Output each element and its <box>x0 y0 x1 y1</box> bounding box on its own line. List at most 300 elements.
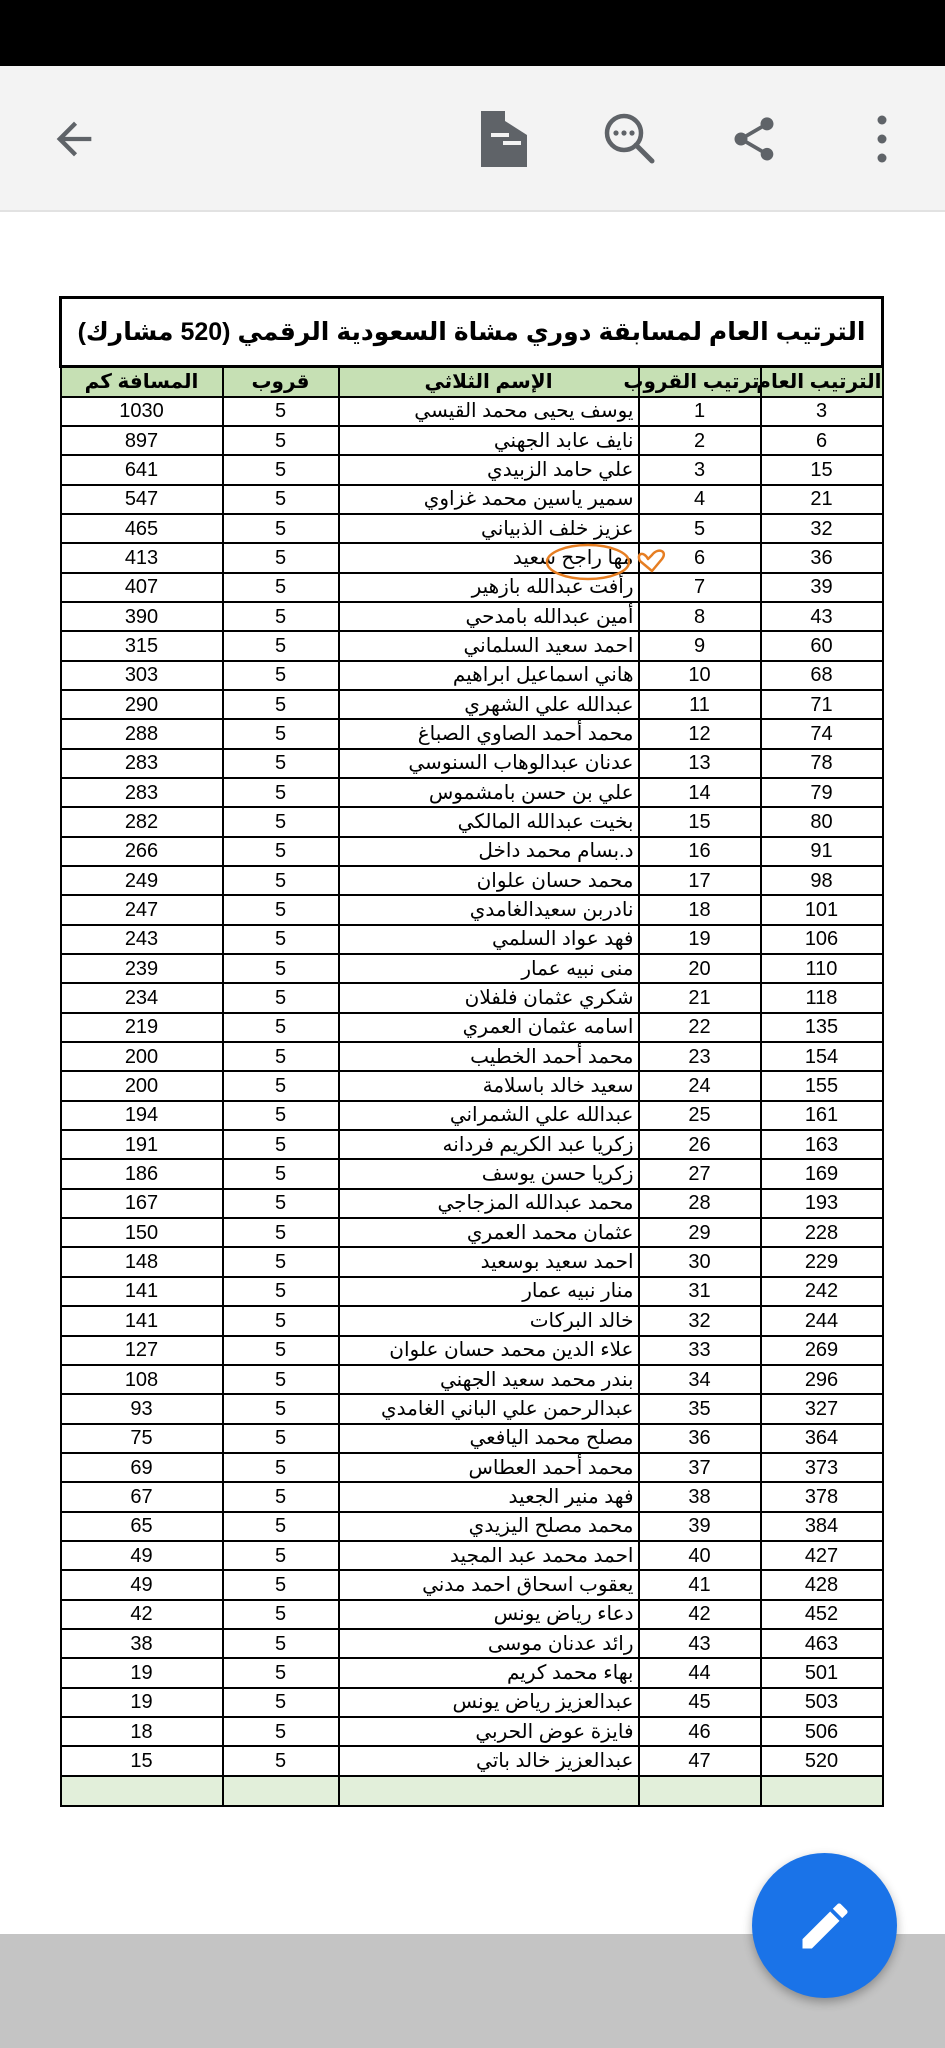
cell-name: محمد أحمد العطاس <box>339 1453 639 1482</box>
cell-name: محمد مصلح اليزيدي <box>339 1512 639 1541</box>
cell-distance: 897 <box>61 426 223 455</box>
cell-group: 5 <box>223 1629 339 1658</box>
cell-name: عبدالعزيز خالد باتي <box>339 1746 639 1775</box>
cell-name: دعاء رياض يونس <box>339 1600 639 1629</box>
cell-group: 5 <box>223 1130 339 1159</box>
cell-overall-rank: 169 <box>761 1159 883 1188</box>
cell-group: 5 <box>223 1541 339 1570</box>
ranking-table <box>59 296 884 1807</box>
cell-distance: 266 <box>61 837 223 866</box>
cell-group-rank: 22 <box>639 1013 761 1042</box>
table-row <box>61 749 883 778</box>
table-row <box>61 397 883 426</box>
cell-name: علاء الدين محمد حسان علوان <box>339 1336 639 1365</box>
table-title: الترتيب العام لمسابقة دوري مشاة السعودية الرقمي (520 مشارك) <box>61 298 883 367</box>
cell-group: 5 <box>223 1071 339 1100</box>
table-row <box>61 983 883 1012</box>
cell-name: فايزة عوض الحربي <box>339 1717 639 1746</box>
cell-overall-rank: 296 <box>761 1365 883 1394</box>
cell-overall-rank: 154 <box>761 1042 883 1071</box>
cell-group: 5 <box>223 719 339 748</box>
cell-group: 5 <box>223 1600 339 1629</box>
back-button[interactable] <box>40 105 108 173</box>
cell-overall-rank: 228 <box>761 1218 883 1247</box>
cell-distance: 407 <box>61 573 223 602</box>
cell-overall-rank: 269 <box>761 1336 883 1365</box>
cell-group: 5 <box>223 1365 339 1394</box>
cell-group-rank: 36 <box>639 1424 761 1453</box>
cell-overall-rank: 71 <box>761 690 883 719</box>
cell-overall-rank: 32 <box>761 514 883 543</box>
cell-name: عبدالله علي الشهري <box>339 690 639 719</box>
cell-group-rank: 11 <box>639 690 761 719</box>
cell-group: 5 <box>223 514 339 543</box>
document-outline-icon <box>481 111 527 167</box>
cell-group: 5 <box>223 1101 339 1130</box>
cell-group: 5 <box>223 1218 339 1247</box>
col-header-overall-rank: الترتيب العام <box>761 367 883 397</box>
cell-group-rank: 43 <box>639 1629 761 1658</box>
cell-overall-rank: 110 <box>761 954 883 983</box>
cell-group: 5 <box>223 925 339 954</box>
cell-distance: 15 <box>61 1746 223 1775</box>
cell-group-rank: 16 <box>639 837 761 866</box>
cell-overall-rank: 39 <box>761 573 883 602</box>
cell-distance: 247 <box>61 895 223 924</box>
table-row <box>61 455 883 484</box>
footer-cell <box>223 1776 339 1806</box>
cell-group: 5 <box>223 1247 339 1276</box>
col-header-group: قروب <box>223 367 339 397</box>
table-row <box>61 1365 883 1394</box>
cell-distance: 141 <box>61 1306 223 1335</box>
cell-overall-rank: 60 <box>761 631 883 660</box>
more-options-button[interactable] <box>848 105 916 173</box>
cell-group: 5 <box>223 1424 339 1453</box>
col-header-group-rank: ترتيب القروب <box>639 367 761 397</box>
table-row <box>61 1512 883 1541</box>
col-header-name: الإسم الثلاثي <box>339 367 639 397</box>
cell-name: زكريا حسن يوسف <box>339 1159 639 1188</box>
cell-name: مصلح محمد اليافعي <box>339 1424 639 1453</box>
cell-name: نادربن سعيدالغامدي <box>339 895 639 924</box>
cell-name: بهاء محمد كريم <box>339 1658 639 1687</box>
table-row <box>61 1570 883 1599</box>
cell-name: محمد أحمد الصاوي الصباغ <box>339 719 639 748</box>
cell-distance: 141 <box>61 1277 223 1306</box>
table-row <box>61 1453 883 1482</box>
cell-distance: 283 <box>61 778 223 807</box>
table-row <box>61 1306 883 1335</box>
cell-overall-rank: 229 <box>761 1247 883 1276</box>
table-row <box>61 1277 883 1306</box>
cell-group: 5 <box>223 837 339 866</box>
table-row <box>61 602 883 631</box>
cell-distance: 290 <box>61 690 223 719</box>
cell-group: 5 <box>223 749 339 778</box>
cell-overall-rank: 3 <box>761 397 883 426</box>
cell-group-rank: 17 <box>639 866 761 895</box>
table-row <box>61 1218 883 1247</box>
cell-name: سمير ياسين محمد غزاوي <box>339 485 639 514</box>
cell-group-rank: 23 <box>639 1042 761 1071</box>
table-row <box>61 866 883 895</box>
cell-group: 5 <box>223 1717 339 1746</box>
cell-distance: 303 <box>61 661 223 690</box>
cell-name: عثمان محمد العمري <box>339 1218 639 1247</box>
cell-group-rank: 32 <box>639 1306 761 1335</box>
cell-name: يوسف يحيى محمد القيسي <box>339 397 639 426</box>
table-row <box>61 543 883 572</box>
cell-group-rank: 4 <box>639 485 761 514</box>
cell-distance: 283 <box>61 749 223 778</box>
cell-group: 5 <box>223 1688 339 1717</box>
cell-name: احمد سعيد السلماني <box>339 631 639 660</box>
cell-distance: 67 <box>61 1482 223 1511</box>
cell-group: 5 <box>223 1306 339 1335</box>
cell-distance: 19 <box>61 1688 223 1717</box>
cell-distance: 49 <box>61 1570 223 1599</box>
cell-group: 5 <box>223 1570 339 1599</box>
cell-overall-rank: 135 <box>761 1013 883 1042</box>
cell-group: 5 <box>223 1159 339 1188</box>
cell-name: احمد محمد عبد المجيد <box>339 1541 639 1570</box>
footer-cell <box>639 1776 761 1806</box>
cell-distance: 194 <box>61 1101 223 1130</box>
cell-group: 5 <box>223 602 339 631</box>
cell-overall-rank: 36 <box>761 543 883 572</box>
cell-group: 5 <box>223 455 339 484</box>
cell-distance: 42 <box>61 1600 223 1629</box>
cell-distance: 167 <box>61 1189 223 1218</box>
table-row <box>61 485 883 514</box>
table-row <box>61 1013 883 1042</box>
search-in-document-button[interactable] <box>596 105 664 173</box>
cell-group-rank: 40 <box>639 1541 761 1570</box>
cell-group-rank: 21 <box>639 983 761 1012</box>
cell-name: علي حامد الزبيدي <box>339 455 639 484</box>
cell-group: 5 <box>223 983 339 1012</box>
cell-group: 5 <box>223 426 339 455</box>
cell-distance: 547 <box>61 485 223 514</box>
toolbar <box>0 66 945 212</box>
cell-group-rank: 25 <box>639 1101 761 1130</box>
cell-overall-rank: 242 <box>761 1277 883 1306</box>
cell-overall-rank: 78 <box>761 749 883 778</box>
cell-group: 5 <box>223 661 339 690</box>
cell-distance: 641 <box>61 455 223 484</box>
cell-name: عبدالله علي الشمراني <box>339 1101 639 1130</box>
cell-distance: 75 <box>61 1424 223 1453</box>
cell-overall-rank: 161 <box>761 1101 883 1130</box>
cell-distance: 191 <box>61 1130 223 1159</box>
cell-group-rank: 14 <box>639 778 761 807</box>
cell-distance: 239 <box>61 954 223 983</box>
cell-group-rank: 37 <box>639 1453 761 1482</box>
cell-overall-rank: 68 <box>761 661 883 690</box>
cell-group: 5 <box>223 397 339 426</box>
cell-name: سعيد خالد باسلامة <box>339 1071 639 1100</box>
cell-group-rank: 34 <box>639 1365 761 1394</box>
cell-name: عبدالعزيز رياض يونس <box>339 1688 639 1717</box>
cell-group: 5 <box>223 1042 339 1071</box>
cell-overall-rank: 79 <box>761 778 883 807</box>
cell-group: 5 <box>223 1482 339 1511</box>
table-row <box>61 1101 883 1130</box>
table-row <box>61 925 883 954</box>
header-row <box>61 367 883 397</box>
outline-button[interactable] <box>470 105 538 173</box>
cell-name: مها راجح سعيد <box>339 543 639 572</box>
status-bar <box>0 0 945 66</box>
cell-name: شكري عثمان فلفلان <box>339 983 639 1012</box>
cell-overall-rank: 384 <box>761 1512 883 1541</box>
cell-distance: 234 <box>61 983 223 1012</box>
table-row <box>61 837 883 866</box>
cell-group-rank: 38 <box>639 1482 761 1511</box>
cell-overall-rank: 15 <box>761 455 883 484</box>
cell-name: منى نبيه عمار <box>339 954 639 983</box>
table-row <box>61 426 883 455</box>
table-row <box>61 1746 883 1775</box>
cell-name: عدنان عبدالوهاب السنوسي <box>339 749 639 778</box>
cell-distance: 186 <box>61 1159 223 1188</box>
cell-name: منار نبيه عمار <box>339 1277 639 1306</box>
cell-distance: 465 <box>61 514 223 543</box>
cell-group-rank: 30 <box>639 1247 761 1276</box>
cell-name: يعقوب اسحاق احمد مدني <box>339 1570 639 1599</box>
pencil-icon <box>795 1896 855 1956</box>
cell-overall-rank: 98 <box>761 866 883 895</box>
cell-group-rank: 13 <box>639 749 761 778</box>
table-row <box>61 1189 883 1218</box>
cell-name: زكريا عبد الكريم فردانه <box>339 1130 639 1159</box>
cell-distance: 243 <box>61 925 223 954</box>
cell-overall-rank: 428 <box>761 1570 883 1599</box>
cell-name: محمد حسان علوان <box>339 866 639 895</box>
cell-group: 5 <box>223 954 339 983</box>
table-row <box>61 1159 883 1188</box>
col-header-distance: المسافة كم <box>61 367 223 397</box>
cell-group: 5 <box>223 1746 339 1775</box>
cell-group: 5 <box>223 573 339 602</box>
table-row <box>61 1541 883 1570</box>
arrow-left-icon <box>48 113 100 165</box>
cell-distance: 150 <box>61 1218 223 1247</box>
cell-group-rank: 19 <box>639 925 761 954</box>
cell-distance: 93 <box>61 1394 223 1423</box>
cell-group-rank: 42 <box>639 1600 761 1629</box>
cell-distance: 38 <box>61 1629 223 1658</box>
cell-group-rank: 44 <box>639 1658 761 1687</box>
cell-name: علي بن حسن بامشموس <box>339 778 639 807</box>
table-row <box>61 631 883 660</box>
cell-group-rank: 45 <box>639 1688 761 1717</box>
cell-overall-rank: 163 <box>761 1130 883 1159</box>
table-row <box>61 807 883 836</box>
cell-overall-rank: 91 <box>761 837 883 866</box>
cell-distance: 315 <box>61 631 223 660</box>
cell-name: أمين عبدالله بامدحي <box>339 602 639 631</box>
cell-distance: 200 <box>61 1042 223 1071</box>
cell-overall-rank: 6 <box>761 426 883 455</box>
cell-name: اسامه عثمان العمري <box>339 1013 639 1042</box>
table-row <box>61 573 883 602</box>
cell-group-rank: 24 <box>639 1071 761 1100</box>
cell-overall-rank: 106 <box>761 925 883 954</box>
cell-group-rank: 39 <box>639 1512 761 1541</box>
table-row <box>61 1071 883 1100</box>
cell-group-rank: 35 <box>639 1394 761 1423</box>
cell-group: 5 <box>223 778 339 807</box>
footer-cell <box>761 1776 883 1806</box>
cell-group-rank: 7 <box>639 573 761 602</box>
table-row <box>61 719 883 748</box>
cell-name: احمد سعيد بوسعيد <box>339 1247 639 1276</box>
cell-distance: 249 <box>61 866 223 895</box>
cell-distance: 219 <box>61 1013 223 1042</box>
cell-name: فهد عواد السلمي <box>339 925 639 954</box>
cell-group-rank: 9 <box>639 631 761 660</box>
cell-overall-rank: 520 <box>761 1746 883 1775</box>
cell-overall-rank: 244 <box>761 1306 883 1335</box>
share-button[interactable] <box>720 105 788 173</box>
cell-name: بندر محمد سعيد الجهني <box>339 1365 639 1394</box>
cell-group: 5 <box>223 866 339 895</box>
table-row <box>61 1482 883 1511</box>
cell-overall-rank: 427 <box>761 1541 883 1570</box>
cell-name: د.بسام محمد داخل <box>339 837 639 866</box>
table-row <box>61 661 883 690</box>
cell-overall-rank: 378 <box>761 1482 883 1511</box>
cell-group: 5 <box>223 1453 339 1482</box>
cell-distance: 49 <box>61 1541 223 1570</box>
cell-name: هاني اسماعيل ابراهيم <box>339 661 639 690</box>
cell-distance: 18 <box>61 1717 223 1746</box>
cell-name: خالد البركات <box>339 1306 639 1335</box>
cell-name: محمد عبدالله المزجاجي <box>339 1189 639 1218</box>
table-row <box>61 1658 883 1687</box>
cell-group-rank: 20 <box>639 954 761 983</box>
cell-group-rank: 12 <box>639 719 761 748</box>
cell-group: 5 <box>223 895 339 924</box>
cell-overall-rank: 80 <box>761 807 883 836</box>
cell-group-rank: 31 <box>639 1277 761 1306</box>
cell-overall-rank: 364 <box>761 1424 883 1453</box>
cell-distance: 108 <box>61 1365 223 1394</box>
cell-distance: 413 <box>61 543 223 572</box>
cell-group-rank: 29 <box>639 1218 761 1247</box>
cell-group: 5 <box>223 1013 339 1042</box>
footer-cell <box>61 1776 223 1806</box>
cell-group-rank: 5 <box>639 514 761 543</box>
search-icon <box>602 111 658 167</box>
cell-overall-rank: 43 <box>761 602 883 631</box>
cell-overall-rank: 101 <box>761 895 883 924</box>
more-vertical-icon <box>875 113 889 165</box>
cell-group: 5 <box>223 1189 339 1218</box>
cell-distance: 69 <box>61 1453 223 1482</box>
table-row <box>61 1394 883 1423</box>
table-row <box>61 1042 883 1071</box>
table-row <box>61 1600 883 1629</box>
cell-overall-rank: 327 <box>761 1394 883 1423</box>
cell-distance: 127 <box>61 1336 223 1365</box>
edit-fab-button[interactable] <box>752 1853 897 1998</box>
cell-group: 5 <box>223 485 339 514</box>
cell-group-rank: 10 <box>639 661 761 690</box>
table-row <box>61 1688 883 1717</box>
cell-distance: 390 <box>61 602 223 631</box>
cell-overall-rank: 21 <box>761 485 883 514</box>
cell-group-rank: 3 <box>639 455 761 484</box>
cell-group-rank: 28 <box>639 1189 761 1218</box>
table-row <box>61 1130 883 1159</box>
table-row <box>61 690 883 719</box>
cell-overall-rank: 118 <box>761 983 883 1012</box>
cell-group-rank: 26 <box>639 1130 761 1159</box>
table-row <box>61 1247 883 1276</box>
cell-group: 5 <box>223 1512 339 1541</box>
cell-group-rank: 33 <box>639 1336 761 1365</box>
cell-group: 5 <box>223 807 339 836</box>
cell-overall-rank: 503 <box>761 1688 883 1717</box>
cell-distance: 282 <box>61 807 223 836</box>
cell-name: محمد أحمد الخطيب <box>339 1042 639 1071</box>
cell-distance: 1030 <box>61 397 223 426</box>
table-row <box>61 954 883 983</box>
cell-name: بخيت عبدالله المالكي <box>339 807 639 836</box>
cell-name: عزيز خلف الذبياني <box>339 514 639 543</box>
cell-overall-rank: 501 <box>761 1658 883 1687</box>
cell-group-rank: 2 <box>639 426 761 455</box>
cell-group-rank: 18 <box>639 895 761 924</box>
table-row <box>61 778 883 807</box>
cell-group-rank: 15 <box>639 807 761 836</box>
cell-group: 5 <box>223 1336 339 1365</box>
cell-overall-rank: 74 <box>761 719 883 748</box>
cell-group-rank: 8 <box>639 602 761 631</box>
cell-overall-rank: 193 <box>761 1189 883 1218</box>
table-row <box>61 514 883 543</box>
cell-distance: 19 <box>61 1658 223 1687</box>
cell-distance: 288 <box>61 719 223 748</box>
table-row <box>61 1629 883 1658</box>
cell-group: 5 <box>223 543 339 572</box>
cell-name: فهد منير الجعيد <box>339 1482 639 1511</box>
cell-group: 5 <box>223 1277 339 1306</box>
cell-overall-rank: 373 <box>761 1453 883 1482</box>
cell-distance: 65 <box>61 1512 223 1541</box>
cell-distance: 200 <box>61 1071 223 1100</box>
cell-group: 5 <box>223 1394 339 1423</box>
cell-group-rank: 47 <box>639 1746 761 1775</box>
table-footer-row <box>61 1776 883 1806</box>
cell-name: رأفت عبدالله بازهير <box>339 573 639 602</box>
cell-group: 5 <box>223 1658 339 1687</box>
table-row <box>61 895 883 924</box>
cell-overall-rank: 452 <box>761 1600 883 1629</box>
footer-cell <box>339 1776 639 1806</box>
cell-group-rank: 27 <box>639 1159 761 1188</box>
cell-distance: 148 <box>61 1247 223 1276</box>
table-row <box>61 1424 883 1453</box>
cell-group: 5 <box>223 690 339 719</box>
cell-group: 5 <box>223 631 339 660</box>
cell-group-rank: 46 <box>639 1717 761 1746</box>
cell-group-rank: 1 <box>639 397 761 426</box>
cell-overall-rank: 506 <box>761 1717 883 1746</box>
